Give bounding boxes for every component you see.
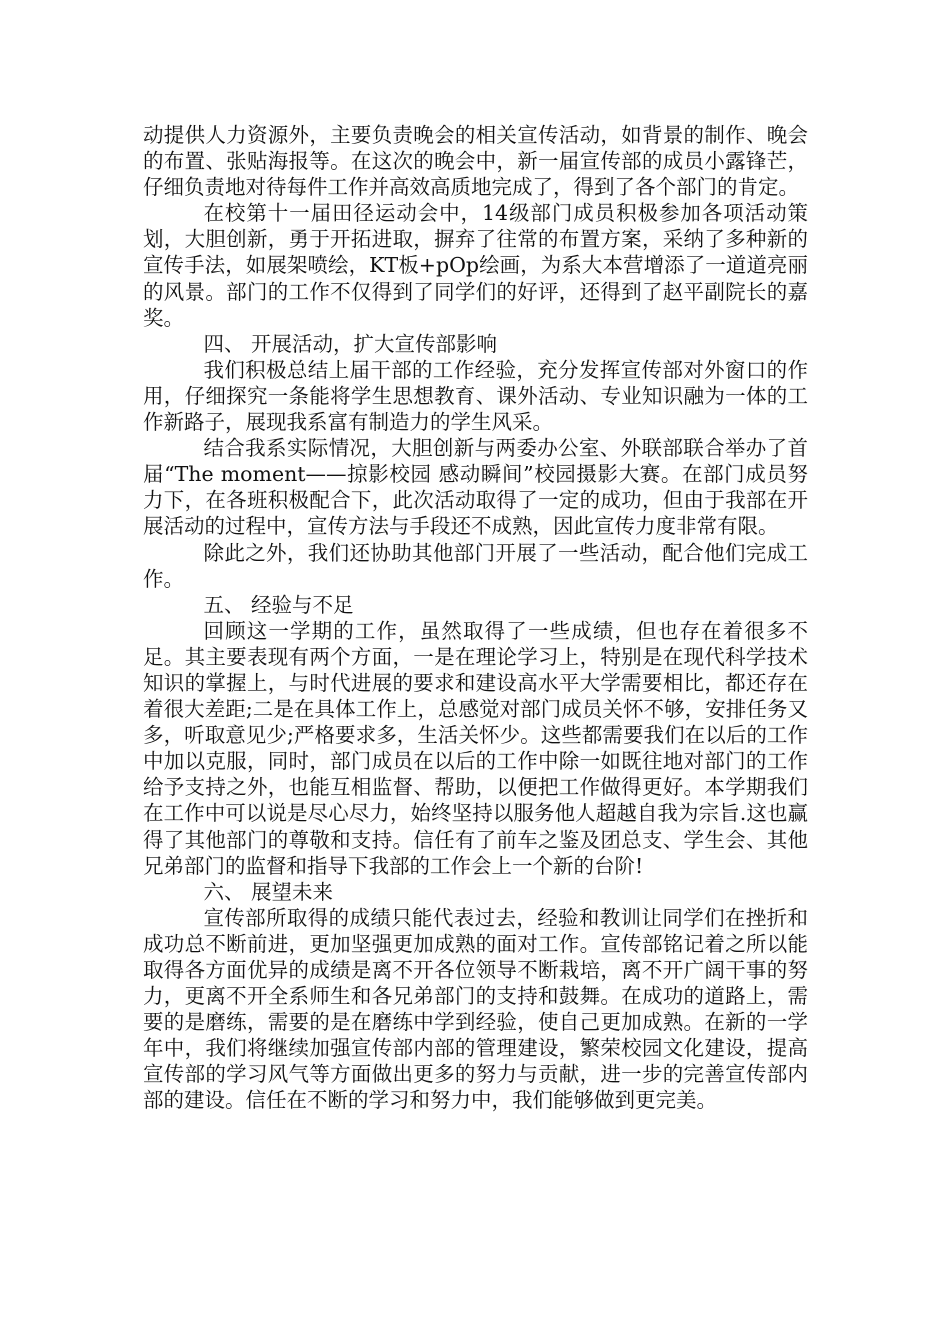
paragraph-assist-departments: 除此之外，我们还协助其他部门开展了一些活动，配合他们完成工作。 xyxy=(143,540,808,591)
paragraph-sports-meet: 在校第十一届田径运动会中，14级部门成员积极参加各项活动策划，大胆创新，勇于开拓进取，摒弃了往常的布置方案，采纳了多种新的宣传手法，如展架喷绘，KT板+pOp绘画，为系大本营增添了一道道亮丽的风景。部门的工作不仅得到了同学们的好评，还得到了赵平副院长的嘉奖。 xyxy=(143,201,808,330)
paragraph-review-shortcomings: 回顾这一学期的工作，虽然取得了一些成绩，但也存在着很多不足。其主要表现有两个方面，一是在理论学习上，特别是在现代科学技术知识的掌握上，与时代进展的要求和建设高水平大学需要相比，都还存在着很大差距;二是在具体工作上，总感觉对部门成员关怀不够，安排任务又多，听取意见少;严格要求多，生活关怀少。这些都需要我们在以后的工作中加以克服，同时，部门成员在以后的工作中除一如既往地对部门的工作给予支持之外，也能互相监督、帮助，以便把工作做得更好。本学期我们在工作中可以说是尽心尽力，始终坚持以服务他人超越自我为宗旨.这也赢得了其他部门的尊敬和支持。信任有了前车之鉴及团总支、学生会、其他兄弟部门的监督和指导下我部的工作会上一个新的台阶! xyxy=(143,618,808,878)
paragraph-photo-contest: 结合我系实际情况，大胆创新与两委办公室、外联部联合举办了首届“The moment——掠影校园 感动瞬间”校园摄影大赛。在部门成员努力下，在各班积极配合下，此次活动取得了一定的成功，但由于我部在开展活动的过程中，宣传方法与手段还不成熟，因此宣传力度非常有限。 xyxy=(143,436,808,539)
document-body xyxy=(143,122,808,1114)
paragraph-future-outlook: 宣传部所取得的成绩只能代表过去，经验和教训让同学们在挫折和成功总不断前进，更加坚强更加成熟的面对工作。宣传部铭记着之所以能取得各方面优异的成绩是离不开各位领导不断栽培，离不开广阔干事的努力，更离不开全系师生和各兄弟部门的支持和鼓舞。在成功的道路上，需要的是磨练，需要的是在磨练中学到经验，使自己更加成熟。在新的一学年中，我们将继续加强宣传部内部的管理建设，繁荣校园文化建设，提高宣传部的学习风气等方面做出更多的努力与贡献，进一步的完善宣传部内部的建设。信任在不断的学习和努力中，我们能够做到更完美。 xyxy=(143,905,808,1113)
paragraph-continuation: 动提供人力资源外，主要负责晚会的相关宣传活动，如背景的制作、晚会的布置、张贴海报等。在这次的晚会中，新一届宣传部的成员小露锋芒，仔细负责地对待每件工作并高效高质地完成了，得到了各个部门的肯定。 xyxy=(143,123,808,200)
section-heading-5: 五、 经验与不足 xyxy=(203,592,354,617)
paragraph-experience-summary: 我们积极总结上届干部的工作经验，充分发挥宣传部对外窗口的作用，仔细探究一条能将学生思想教育、课外活动、专业知识融为一体的工作新路子，展现我系富有制造力的学生风采。 xyxy=(143,357,808,435)
section-heading-6: 六、 展望未来 xyxy=(203,879,333,904)
section-heading-4: 四、 开展活动，扩大宣传部影响 xyxy=(203,331,497,356)
